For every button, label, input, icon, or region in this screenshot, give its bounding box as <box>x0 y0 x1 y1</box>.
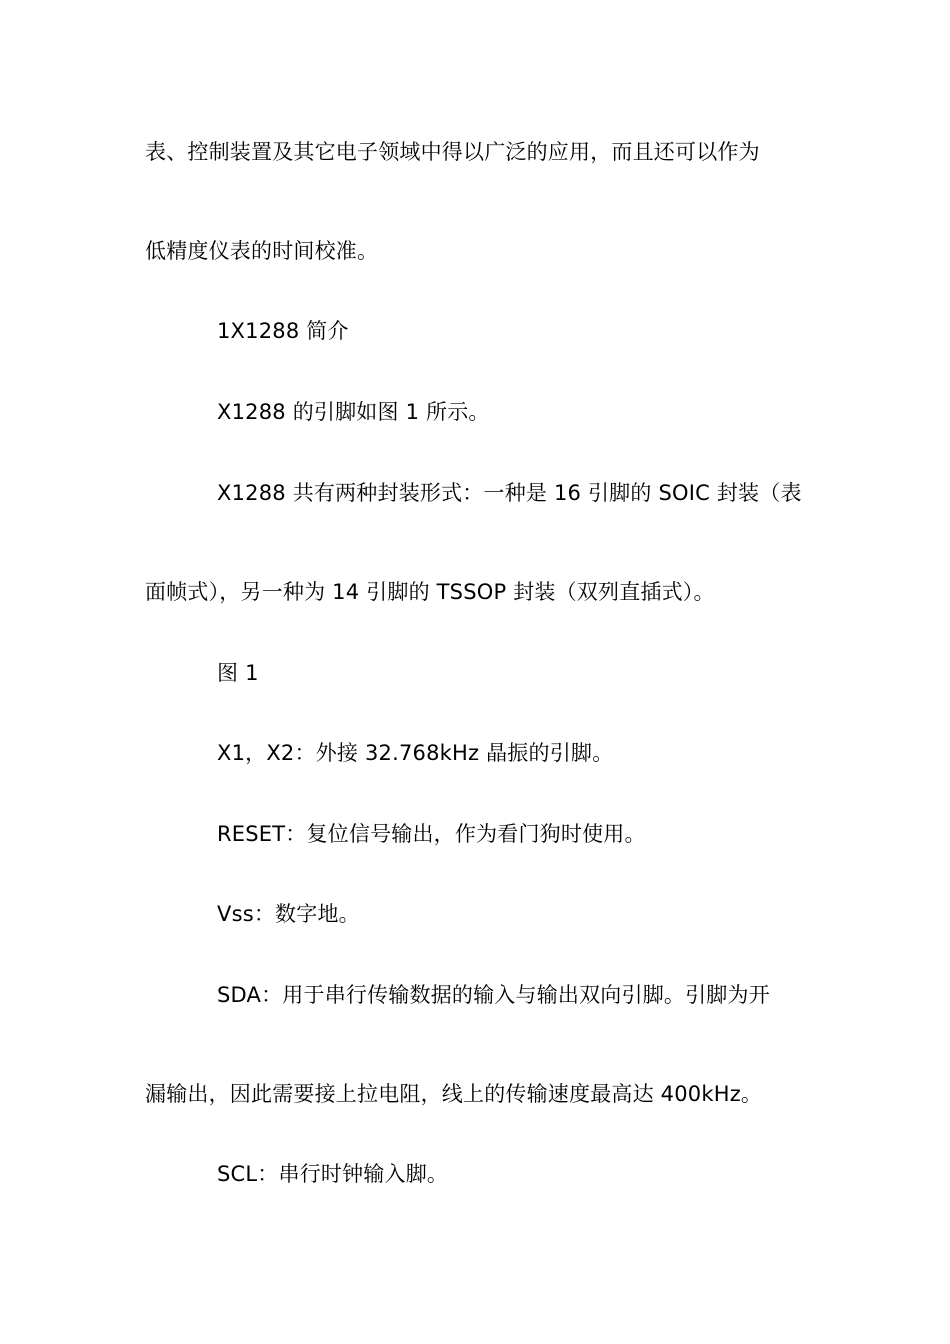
paragraph-line: 面帧式），另一种为 14 引脚的 TSSOP 封装（双列直插式）。 <box>145 580 715 604</box>
paragraph-line: 漏输出，因此需要接上拉电阻，线上的传输速度最高达 400kHz。 <box>145 1082 763 1106</box>
pin-description-scl: SCL：串行时钟输入脚。 <box>217 1162 449 1186</box>
paragraph-line: 表、控制装置及其它电子领域中得以广泛的应用，而且还可以作为 <box>145 140 760 164</box>
pin-description-sda: SDA：用于串行传输数据的输入与输出双向引脚。引脚为开 <box>217 983 770 1007</box>
pin-description-vss: Vss：数字地。 <box>217 902 360 926</box>
paragraph-line: X1288 共有两种封装形式：一种是 16 引脚的 SOIC 封装（表 <box>217 481 802 505</box>
pin-description-reset: RESET：复位信号输出，作为看门狗时使用。 <box>217 822 646 846</box>
pin-description-x1-x2: X1，X2：外接 32.768kHz 晶振的引脚。 <box>217 741 614 765</box>
paragraph-line: X1288 的引脚如图 1 所示。 <box>217 400 490 424</box>
section-heading: 1X1288 简介 <box>217 319 349 343</box>
figure-caption: 图 1 <box>217 661 259 685</box>
paragraph-line: 低精度仪表的时间校准。 <box>145 239 379 263</box>
